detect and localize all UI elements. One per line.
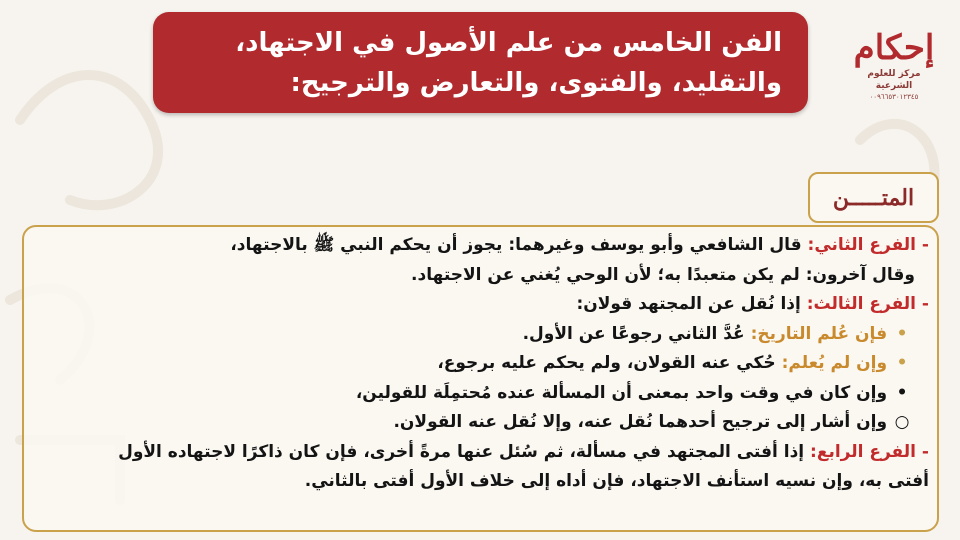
logo-subtitle: مركز للعلوم الشرعية — [867, 69, 921, 91]
branch3-bullet-3 — [32, 379, 929, 409]
dash-marker: - — [916, 441, 929, 462]
branch3-b4-text: وإن أشار إلى ترجيح أحدهما نُقل عنه، وإلا نُقل عنه القولان. — [393, 412, 888, 432]
branch4-text: إذا أفتى المجتهد في مسألة، ثم سُئل عنها مرةً أخرى، فإن كان ذاكرًا لاجتهاده الأول — [118, 441, 805, 462]
bullet-dot-icon: • — [896, 382, 908, 403]
logo-small-text: ٠٠٩٦٦٥٣٠١٢٣٤٥ — [869, 93, 919, 101]
content-panel — [22, 225, 939, 532]
branch3-bullet-1 — [32, 320, 929, 350]
branch4-cont-line — [32, 467, 929, 497]
bullet-circle-icon: ○ — [894, 412, 910, 432]
branch3-bullet-2 — [32, 349, 929, 379]
branch3-b2-text: حُكي عنه القولان، ولم يحكم عليه برجوع، — [437, 353, 776, 373]
title-line-2: والتقليد، والفتوى، والتعارض والترجيح: — [290, 67, 782, 98]
section-tab-label: المتـــــن — [832, 184, 915, 211]
bullet-dot-icon: • — [896, 323, 908, 344]
bullet-dot-icon: • — [896, 353, 908, 373]
branch3-bullet-4 — [32, 408, 929, 438]
logo-wordmark: إحكام — [853, 28, 935, 68]
branch3-b1-text: عُدَّ الثاني رجوعًا عن الأول. — [522, 323, 745, 344]
branch3-text: إذا نُقل عن المجتهد قولان: — [576, 294, 801, 314]
branch3-b1-label: فإن عُلم التاريخ: — [750, 323, 888, 344]
title-line-1: الفن الخامس من علم الأصول في الاجتهاد، — [235, 27, 782, 58]
section-tab-matn — [808, 172, 939, 223]
branch3-b3-text: وإن كان في وقت واحد بمعنى أن المسألة عنده مُحتمِلَة للقولين، — [355, 382, 888, 403]
logo — [848, 28, 940, 101]
title-banner — [153, 12, 808, 113]
dash-marker: - — [916, 235, 929, 255]
branch4-cont: أفتى به، وإن نسيه استأنف الاجتهاد، فإن أداه إلى خلاف الأول أفتى بالثاني. — [304, 471, 929, 491]
branch2-line — [32, 231, 929, 261]
branch4-label: الفرع الرابع: — [810, 441, 917, 462]
branch2-cont-line — [32, 261, 929, 291]
branch3-line — [32, 290, 929, 320]
branch2-cont: وقال آخرون: لم يكن متعبدًا به؛ لأن الوحي يُغني عن الاجتهاد. — [411, 264, 915, 285]
branch3-label: الفرع الثالث: — [806, 294, 917, 314]
branch2-text: قال الشافعي وأبو يوسف وغيرهما: يجوز أن يحكم النبي ﷺ بالاجتهاد، — [230, 235, 802, 255]
dash-marker: - — [916, 294, 929, 314]
branch4-line — [32, 438, 929, 468]
branch3-b2-label: وإن لم يُعلم: — [781, 353, 888, 373]
branch2-label: الفرع الثاني: — [807, 235, 917, 255]
